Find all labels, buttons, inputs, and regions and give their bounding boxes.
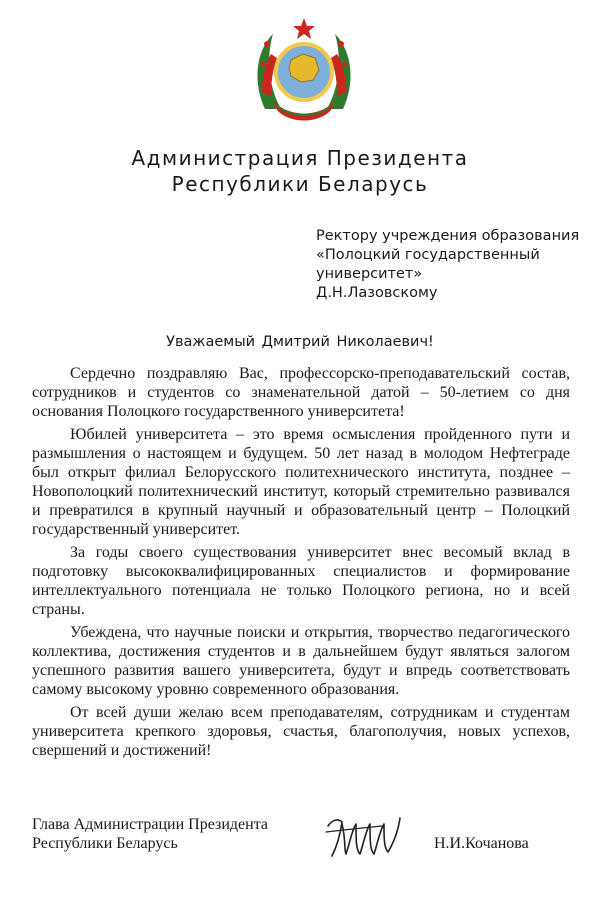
- signatory-position-line1: Глава Администрации Президента: [32, 816, 268, 833]
- letter-body: [32, 364, 570, 764]
- addressee-line: университет»: [316, 266, 423, 282]
- state-emblem-icon: [251, 14, 357, 124]
- body-paragraph: За годы своего существования университет внес весомый вклад в подготовку высококвалифицированных специалистов и формирование интеллектуального потенциала не только Полоцкого региона, но и всей страны.: [32, 544, 570, 618]
- addressee-line: Д.Н.Лазовскому: [316, 285, 438, 301]
- signatory-position-line2: Республики Беларусь: [32, 835, 178, 852]
- body-paragraph: От всей души желаю всем преподавателям, сотрудникам и студентам университета крепкого здоровья, счастья, благополучия, новых успехов, свершений и достижений!: [32, 704, 570, 759]
- organization-title-line1: Администрация Президента: [131, 146, 469, 170]
- body-paragraph: Юбилей университета – это время осмысления пройденного пути и размышления о настоящем и будущем. 50 лет назад в молодом Нефтеграде был открыт филиал Белорусского политехнического института, позднее – Новополоцкий политехнический институт, который стремительно развивался и превратился в крупный научный и образовательный центр – Полоцкий государственный университет.: [32, 426, 570, 538]
- signatory-position: [32, 815, 268, 853]
- addressee-line: «Полоцкий государственный: [316, 247, 540, 263]
- handwritten-signature-icon: [322, 812, 404, 862]
- organization-title-line2: Республики Беларусь: [171, 172, 429, 196]
- addressee-line: Ректору учреждения образования: [316, 228, 580, 244]
- body-paragraph: Убеждена, что научные поиски и открытия, творчество педагогического коллектива, достижения студентов и в дальнейшем будут являться залогом успешного развития вашего университета, будут и впредь соответствовать самому высокому уровню современного образования.: [32, 624, 570, 698]
- salutation: Уважаемый Дмитрий Николаевич!: [166, 334, 434, 350]
- body-paragraph: Сердечно поздравляю Вас, профессорско-преподавательский состав, сотрудников и студентов со знаменательной датой – 50-летием со дня основания Полоцкого государственного университета!: [32, 365, 570, 420]
- addressee-block: [316, 227, 591, 303]
- signatory-name: Н.И.Кочанова: [434, 835, 529, 852]
- organization-title: [0, 145, 600, 197]
